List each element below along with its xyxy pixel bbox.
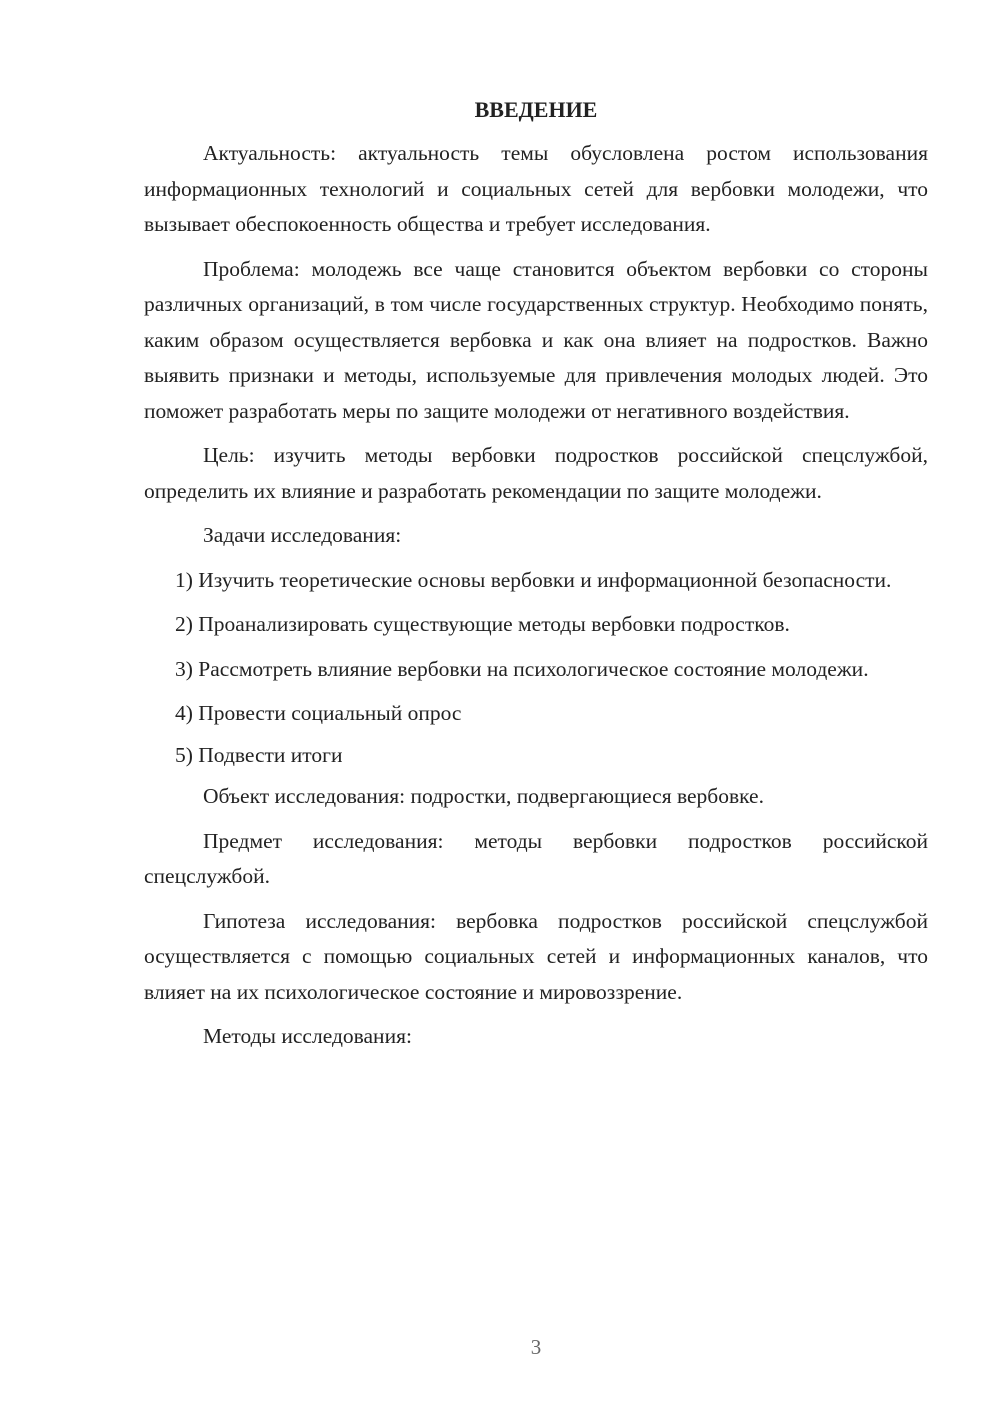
page-title: ВВЕДЕНИЕ bbox=[474, 97, 598, 122]
paragraph-hypothesis: Гипотеза исследования: вербовка подростков российской спецслужбой осуществляется с помощью социальных сетей и информационных каналов, что влияет на их психологическое состояние и мировоззрение. bbox=[144, 908, 928, 1004]
page-content bbox=[144, 94, 928, 1064]
paragraph-problem: Проблема: молодежь все чаще становится объектом вербовки со стороны различных организаций, в том числе государственных структур. Необходимо понять, каким образом осуществляется вербовка и как она влияет на подростков. Важно выявить признаки и методы, используемые для привлечения молодых людей. Это поможет разработать меры по защите молодежи от негативного воздействия. bbox=[144, 256, 928, 423]
page-number: 3 bbox=[530, 1335, 542, 1359]
paragraph-subject: Предмет исследования: методы вербовки подростков российской спецслужбой. bbox=[144, 828, 928, 888]
paragraph-object: Объект исследования: подростки, подвергающиеся вербовке. bbox=[203, 784, 764, 808]
paragraph-tasks-heading: Задачи исследования: bbox=[203, 523, 402, 547]
paragraph-goal: Цель: изучить методы вербовки подростков российской спецслужбой, определить их влияние и разработать рекомендации по защите молодежи. bbox=[144, 443, 928, 503]
task-item-3: 3) Рассмотреть влияние вербовки на психологическое состояние молодежи. bbox=[175, 656, 869, 681]
paragraph-relevance: Актуальность: актуальность темы обусловлена ростом использования информационных технологий и социальных сетей для вербовки молодежи, что вызывает обеспокоенность общества и требует исследования. bbox=[144, 141, 928, 236]
paragraph-methods-heading: Методы исследования: bbox=[203, 1024, 412, 1048]
task-item-4: 4) Провести социальный опрос bbox=[175, 701, 462, 725]
task-item-5: 5) Подвести итоги bbox=[175, 742, 343, 767]
task-item-2: 2) Проанализировать существующие методы вербовки подростков. bbox=[175, 612, 790, 636]
task-item-1: 1) Изучить теоретические основы вербовки и информационной безопасности. bbox=[175, 567, 892, 592]
